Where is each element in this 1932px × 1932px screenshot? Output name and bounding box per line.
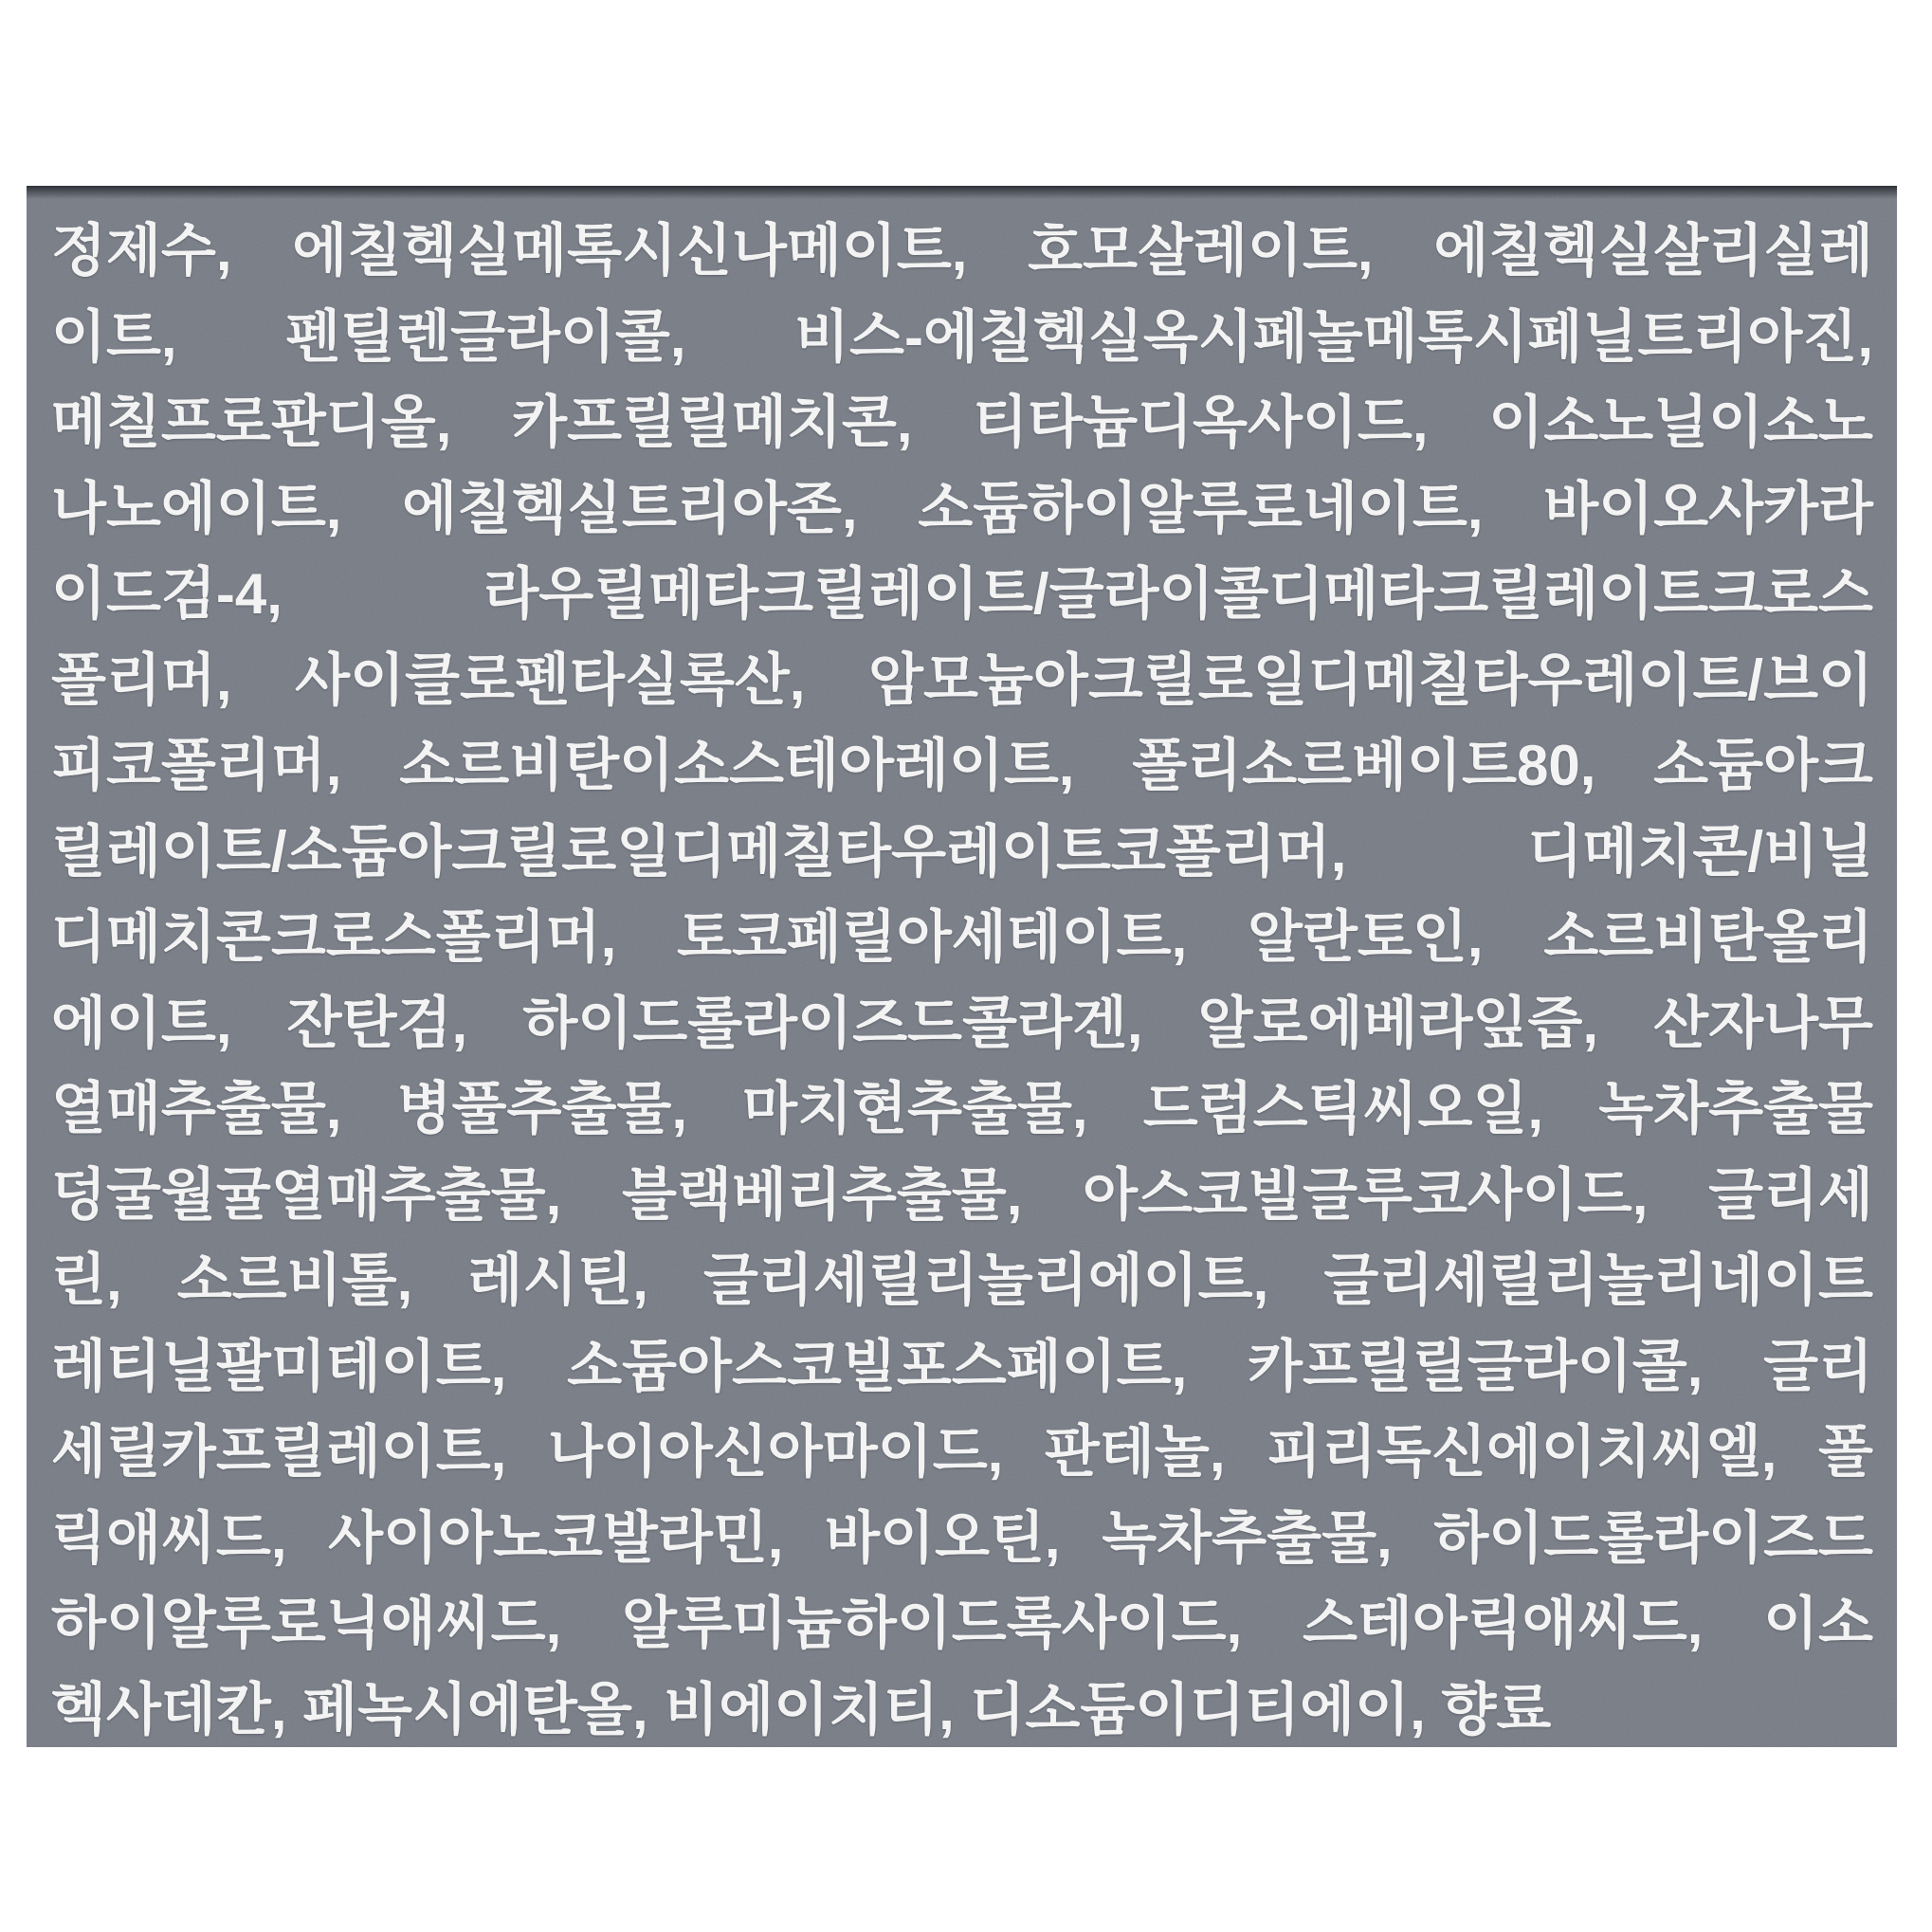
ingredient-line-10: 에이트, 잔탄검, 하이드롤라이즈드콜라겐, 알로에베라잎즙, 산자나무 <box>51 991 1873 1055</box>
ingredient-line-4: 나노에이트, 에칠헥실트리아존, 소듐하이알루로네이트, 바이오사카라 <box>51 476 1873 540</box>
ingredient-panel <box>27 186 1897 1747</box>
ingredient-line-3: 메칠프로판디올, 카프릴릴메치콘, 티타늄디옥사이드, 이소노닐이소노 <box>51 391 1873 454</box>
ingredient-line-18: 헥사데칸, 페녹시에탄올, 비에이치티, 디소듐이디티에이, 향료 <box>51 1677 1552 1741</box>
ingredient-line-13: 린, 소르비톨, 레시틴, 글리세릴리놀리에이트, 글리세릴리놀리네이트 <box>51 1249 1873 1312</box>
ingredient-line-1: 정제수, 에칠헥실메톡시신나메이트, 호모살레이트, 에칠헥실살리실레 <box>51 219 1873 283</box>
ingredient-line-14: 레티닐팔미테이트, 소듐아스코빌포스페이트, 카프릴릴글라이콜, 글리 <box>51 1334 1873 1398</box>
ingredient-line-9: 디메치콘크로스폴리머, 토코페릴아세테이트, 알란토인, 소르비탄올리 <box>51 905 1873 969</box>
ingredient-line-6: 폴리머, 사이클로펜타실록산, 암모늄아크릴로일디메칠타우레이트/브이 <box>51 647 1873 712</box>
ingredient-line-12: 덩굴월귤열매추출물, 블랙베리추출물, 아스코빌글루코사이드, 글리세 <box>51 1162 1873 1227</box>
ingredient-line-17: 하이알루로닉애씨드, 알루미늄하이드록사이드, 스테아릭애씨드, 이소 <box>51 1592 1873 1655</box>
ingredient-line-11: 열매추출물, 병풀추출물, 마치현추출물, 드럼스틱씨오일, 녹차추출물 <box>51 1077 1873 1140</box>
panel-top-shadow <box>27 186 1897 199</box>
ingredient-line-8: 릴레이트/소듐아크릴로일디메칠타우레이트코폴리머, 디메치콘/비닐 <box>51 819 1873 884</box>
ingredient-line-5: 이드검-4, 라우릴메타크릴레이트/글라이콜디메타크릴레이트크로스 <box>51 562 1873 626</box>
ingredient-line-16: 릭애씨드, 사이아노코발라민, 바이오틴, 녹차추출물, 하이드롤라이즈드 <box>51 1505 1873 1570</box>
ingredient-line-7: 피코폴리머, 소르비탄이소스테아레이트, 폴리소르베이트80, 소듐아크 <box>51 734 1873 797</box>
ingredient-line-15: 세릴카프릴레이트, 나이아신아마이드, 판테놀, 피리독신에이치씨엘, 폴 <box>51 1420 1873 1484</box>
ingredients-text <box>51 209 1873 1747</box>
ingredient-line-2: 이트, 펜틸렌글라이콜, 비스-에칠헥실옥시페놀메톡시페닐트리아진, <box>51 304 1873 369</box>
